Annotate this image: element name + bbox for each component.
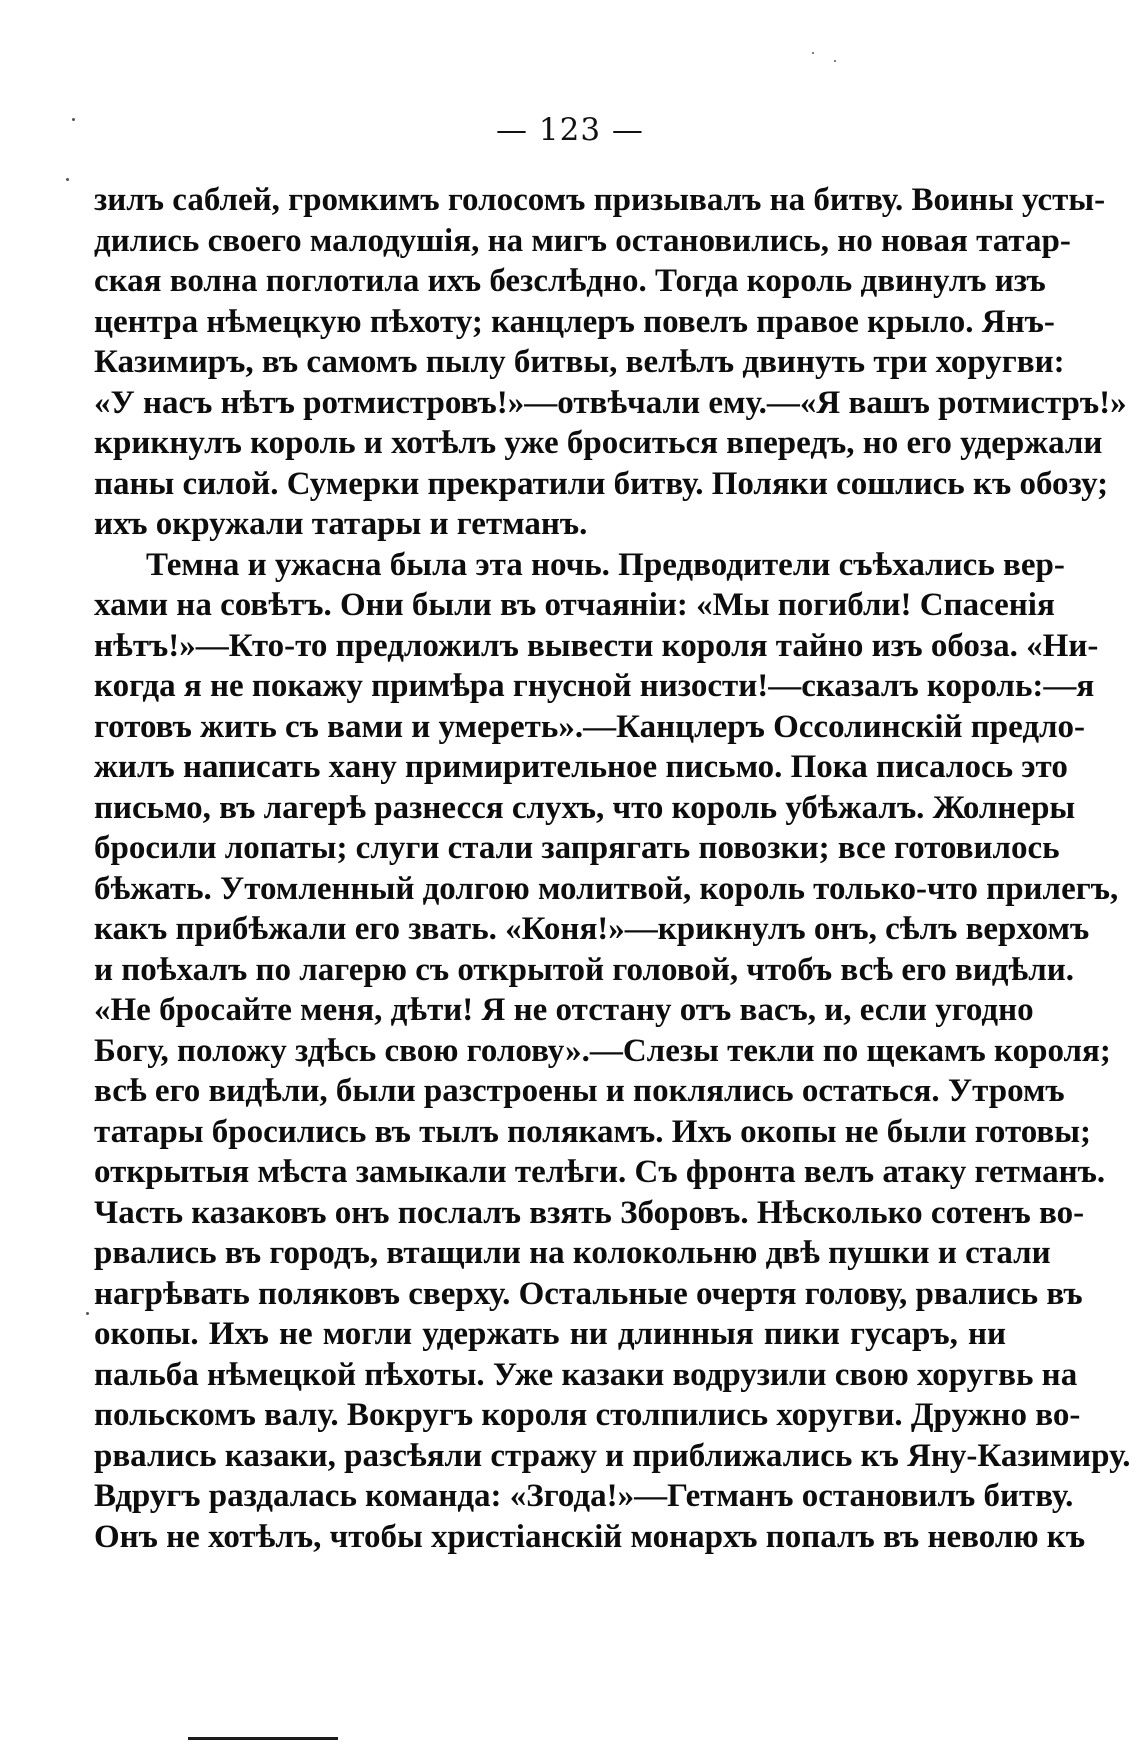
text-line: нагрѣвать поляковъ сверху. Остальные очертя голову, рвались въ [94,1275,1083,1312]
text-line: ская волна поглотила ихъ безслѣдно. Тогда король двинулъ изъ [94,263,1046,299]
footer-rule [188,1737,338,1740]
text-line: письмо, въ лагерѣ разнесся слухъ, что король убѣжалъ. Жолнеры [94,789,1076,826]
text-line: дились своего малодушія, на мигъ остановились, но новая татар- [94,222,1071,259]
text-line: Часть казаковъ онъ послалъ взять Зборовъ. Нѣсколько сотенъ во- [94,1194,1085,1231]
text-line: «Не бросайте меня, дѣти! Я не отстану отъ васъ, и, если угодно [94,992,1034,1028]
text-line: зилъ саблей, громкимъ голосомъ призывалъ на битву. Воины усты- [94,182,1106,218]
text-line: паны силой. Сумерки прекратили битву. Поляки сошлись къ обозу; [94,465,1109,502]
text-line: татары бросились въ тылъ полякамъ. Ихъ окопы не были готовы; [94,1113,1091,1150]
text-line: ихъ окружали татары и гетманъ. [94,506,588,542]
scan-speck [66,178,69,181]
text-line: «У насъ нѣтъ ротмистровъ!»—отвѣчали ему.—«Я вашъ ротмистръ!» [94,384,1127,421]
paragraph-1 [94,180,1127,545]
text-line: открытыя мѣста замыкали телѣги. Съ фронта велъ атаку гетманъ. [94,1154,1106,1190]
scan-speck [86,1312,89,1315]
text-line: Богу, положу здѣсь свою голову».—Слезы текли по щекамъ короля; [94,1032,1111,1069]
text-line: бросили лопаты; слуги стали запрягать повозки; все готовилось [94,830,1060,866]
scan-speck [834,60,836,62]
text-line: Казимиръ, въ самомъ пылу битвы, велѣлъ двинуть три хоругви: [94,344,1065,380]
text-line: всѣ его видѣли, были разстроены и поклялись остаться. Утромъ [94,1073,1065,1109]
text-line: хами на совѣтъ. Они были въ отчаяніи: «Мы погибли! Спасенія [94,587,1055,623]
text-line: готовъ жить съ вами и умереть».—Канцлеръ Оссолинскій предло- [94,708,1086,745]
text-line: Темна и ужасна была эта ночь. Предводители съѣхались вер- [146,546,1065,583]
text-line: какъ прибѣжали его звать. «Коня!»—крикнулъ онъ, сѣлъ верхомъ [94,911,1090,947]
text-line: крикнулъ король и хотѣлъ уже броситься впередъ, но его удержали [94,425,1103,461]
body-text [94,180,1131,1557]
paragraph-2 [94,545,1131,1558]
text-line: польскомъ валу. Вокругъ короля столпились хоругви. Дружно во- [94,1397,1081,1433]
scan-speck [72,118,75,121]
text-line: Вдругъ раздалась команда: «Згода!»—Гетманъ остановилъ битву. [94,1478,1074,1514]
text-line: Онъ не хотѣлъ, чтобы христіанскій монархъ попалъ въ неволю къ [94,1518,1086,1555]
text-line: нѣтъ!»—Кто-то предложилъ вывести короля тайно изъ обоза. «Ни- [94,627,1099,664]
text-line: окопы. Ихъ не могли удержать ни длинныя пики гусаръ, ни [94,1316,1006,1352]
text-line: рвались казаки, разсѣяли стражу и приближались къ Яну-Казимиру. [94,1437,1131,1474]
text-line: центра нѣмецкую пѣхоту; канцлеръ повелъ правое крыло. Янъ- [94,303,1055,340]
text-line: рвались въ городъ, втащили на колокольню двѣ пушки и стали [94,1235,1051,1271]
page-number: — 123 — [496,112,644,148]
scan-speck [812,52,814,54]
text-line: когда я не покажу примѣра гнусной низости!—сказалъ король:—я [94,668,1095,704]
text-line: и поѣхалъ по лагерю съ открытой головой, чтобъ всѣ его видѣли. [94,951,1074,988]
text-line: жилъ написать хану примирительное письмо. Пока писалось это [94,749,1068,785]
text-line: бѣжать. Утомленный долгою молитвой, король только-что прилегъ, [94,870,1119,907]
text-line: пальба нѣмецкой пѣхоты. Уже казаки водрузили свою хоругвь на [94,1356,1078,1393]
